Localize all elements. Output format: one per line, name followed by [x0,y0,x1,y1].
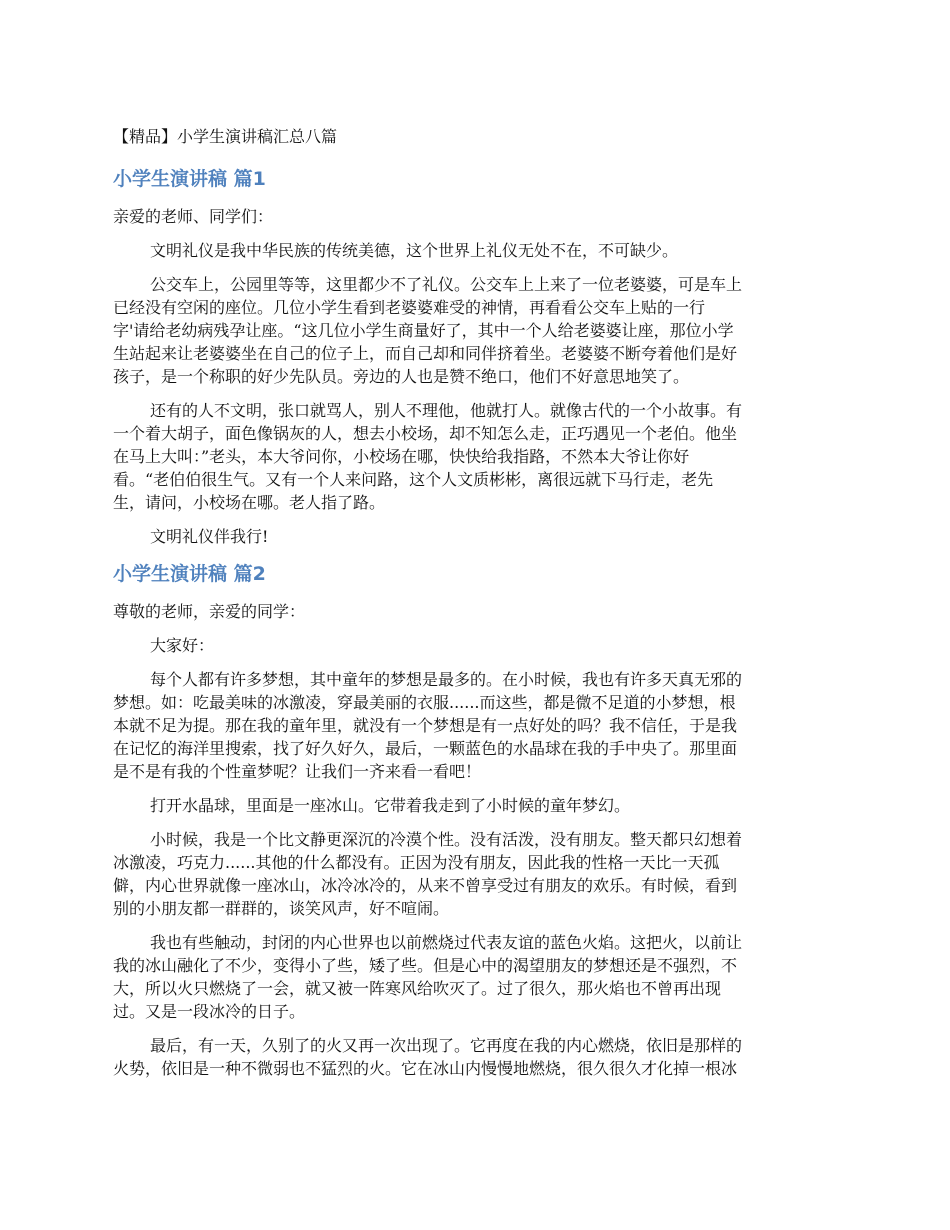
paragraph-line: 在马上大叫：”老头，本大爷问你，小校场在哪，快快给我指路，不然本大爷让你好 [113,447,690,466]
paragraph-line: 孩子，是一个称职的好少先队员。旁边的人也是赞不绝口，他们不好意思地笑了。 [113,367,690,386]
paragraph-line: 每个人都有许多梦想，其中童年的梦想是最多的。在小时候，我也有许多天真无邪的 [150,670,743,689]
paragraph-line: 在记忆的海洋里搜索，找了好久好久，最后，一颗蓝色的水晶球在我的手中央了。那里面 [113,739,738,758]
paragraph-line: 冰激凌，巧克力......其他的什么都没有。正因为没有朋友，因此我的性格一天比一天孤 [113,853,720,872]
paragraph-line: 最后，有一天，久别了的火又再一次出现了。它再度在我的内心燃烧，依旧是那样的 [150,1036,743,1055]
paragraph-line: 打开水晶球，里面是一座冰山。它带着我走到了小时候的童年梦幻。 [150,796,631,815]
greeting-2: 尊敬的老师，亲爱的同学： [113,602,306,621]
paragraph-line: 公交车上，公园里等等，这里都少不了礼仪。公交车上上来了一位老婆婆，可是车上 [150,275,743,294]
paragraph-line: 梦想。如：吃最美味的冰激凌，穿最美丽的衣服......而这些，都是微不足道的小梦想，根 [113,693,736,712]
paragraph-line: 还有的人不文明，张口就骂人，别人不理他，他就打人。就像古代的一个小故事。有 [150,401,743,420]
document-title: 【精品】小学生演讲稿汇总八篇 [113,127,338,146]
paragraph-line: 生站起来让老婆婆坐在自己的位子上，而自己却和同伴挤着坐。老婆婆不断夸着他们是好 [113,344,738,363]
paragraph-line: 本就不足为提。那在我的童年里，就没有一个梦想是有一点好处的吗？我不信任，于是我 [113,716,738,735]
paragraph-line: 大，所以火只燃烧了一会，就又被一阵寒风给吹灭了。过了很久，那火焰也不曾再出现 [113,979,722,998]
paragraph-line: 过。又是一段冰冷的日子。 [113,1002,306,1021]
paragraph-line: 生，请问，小校场在哪。老人指了路。 [113,493,386,512]
paragraph-line: 我的冰山融化了不少，变得小了些，矮了些。但是心中的渴望朋友的梦想还是不强烈，不 [113,956,738,975]
paragraph-line: 我也有些触动，封闭的内心世界也以前燃烧过代表友谊的蓝色火焰。这把火，以前让 [150,933,743,952]
section-heading-2: 小学生演讲稿 篇2 [113,563,266,585]
paragraph-line: 看。“老伯伯很生气。又有一个人来问路，这个人文质彬彬，离很远就下马行走，老先 [113,470,714,489]
paragraph-line: 字'请给老幼病残孕让座。“这几位小学生商量好了，其中一个人给老婆婆让座，那位小学 [113,321,734,340]
paragraph-line: 僻，内心世界就像一座冰山，冰冷冰冷的，从来不曾享受过有朋友的欢乐。有时候，看到 [113,876,738,895]
paragraph-line: 已经没有空闲的座位。几位小学生看到老婆婆难受的神情，再看看公交车上贴的一行 [113,298,706,317]
paragraph-line: 文明礼仪是我中华民族的传统美德，这个世界上礼仪无处不在，不可缺少。 [150,241,679,260]
paragraph-line: 是不是有我的个性童梦呢？让我们一齐来看一看吧！ [113,762,482,781]
paragraph-line: 别的小朋友都一群群的，谈笑风声，好不喧闹。 [113,899,450,918]
paragraph-line: 大家好： [150,636,215,655]
paragraph-line: 文明礼仪伴我行! [150,527,269,546]
paragraph-line: 火势，依旧是一种不微弱也不猛烈的火。它在冰山内慢慢地燃烧，很久很久才化掉一根冰 [113,1059,738,1078]
paragraph-line: 一个着大胡子，面色像锅灰的人，想去小校场，却不知怎么走，正巧遇见一个老伯。他坐 [113,424,738,443]
section-heading-1: 小学生演讲稿 篇1 [113,168,266,190]
paragraph-line: 小时候，我是一个比文静更深沉的冷漠个性。没有活泼，没有朋友。整天都只幻想着 [150,830,743,849]
greeting-1: 亲爱的老师、同学们： [113,207,274,226]
